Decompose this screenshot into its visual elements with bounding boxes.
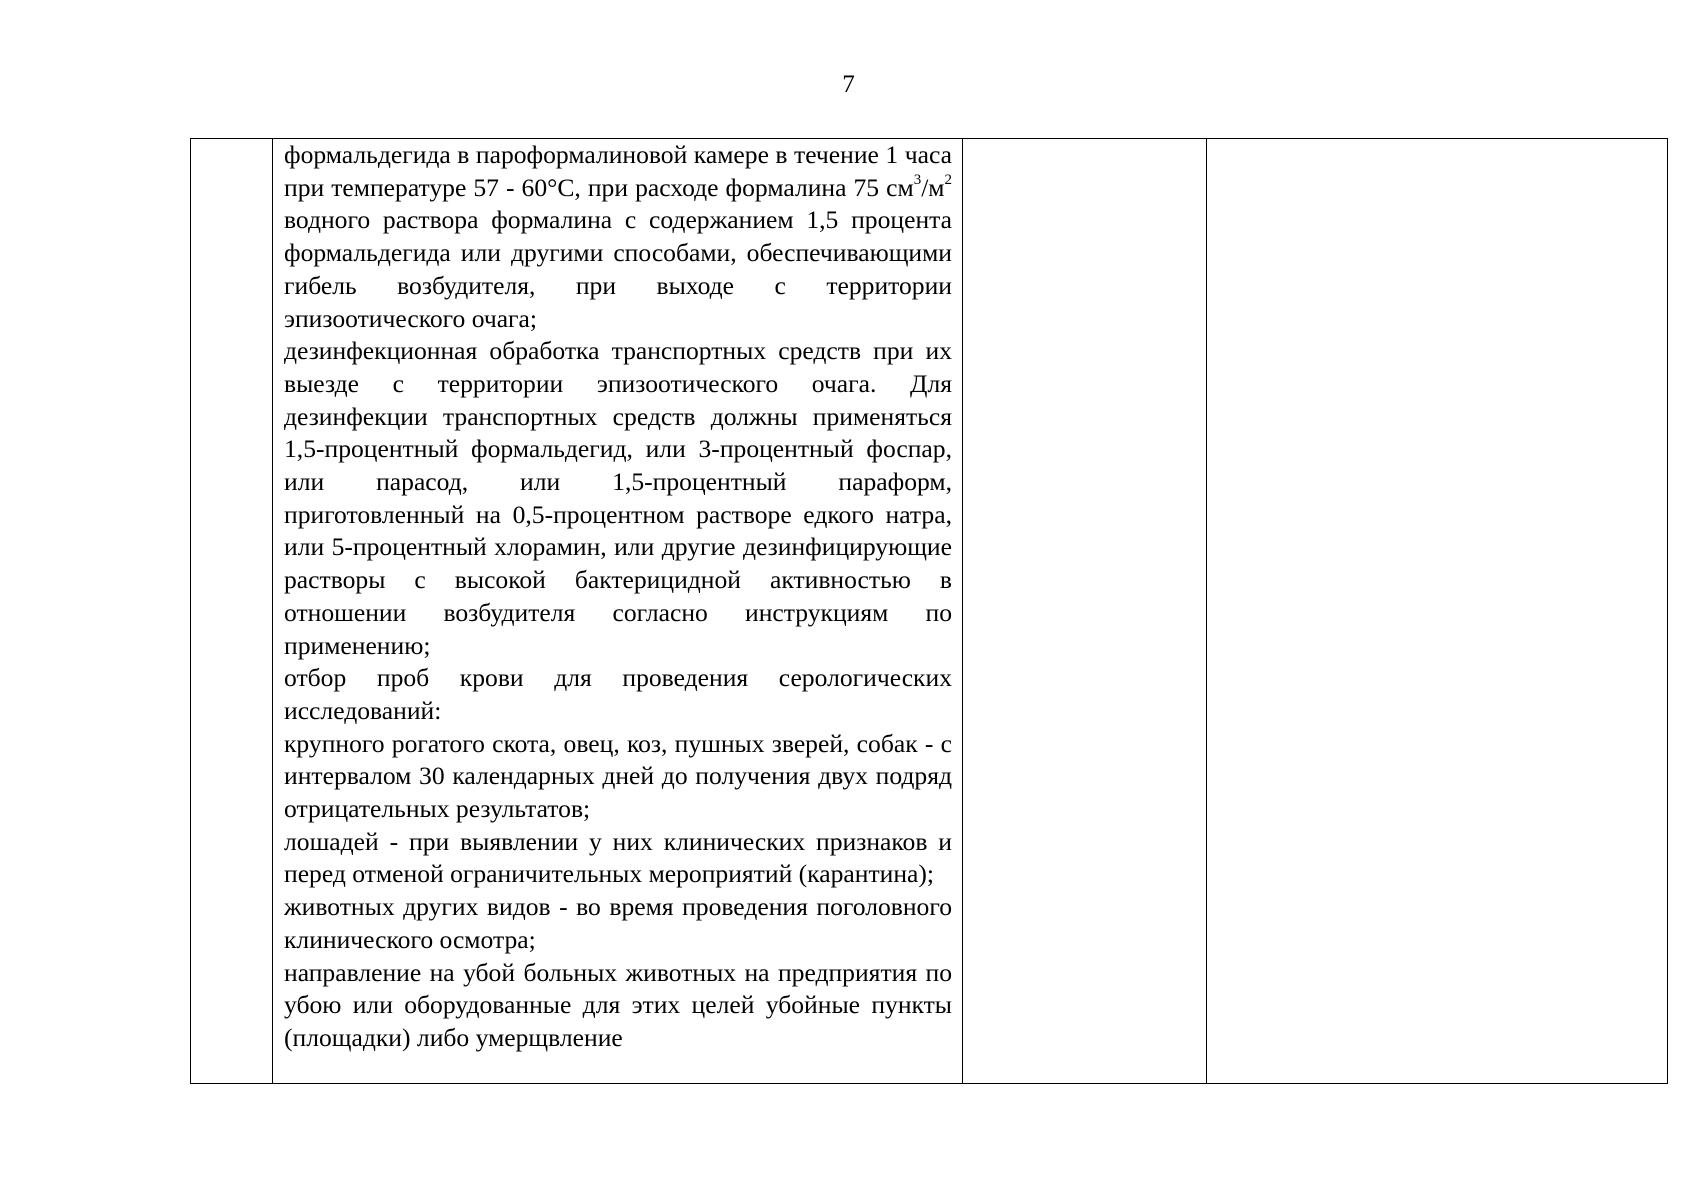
paragraph-part: /м [921, 172, 945, 202]
paragraph-blood-sampling: отбор проб крови для проведения серологических исследований: [284, 663, 952, 725]
table-cell-deadline [963, 139, 1207, 1084]
measures-table [190, 138, 1668, 1084]
paragraph-part: формальдегида в пароформалиновой камере в течение 1 часа при температуре 57 - 60°С, при расходе формалина 75 см [284, 140, 952, 202]
paragraph-cattle: крупного рогатого скота, овец, коз, пушных зверей, собак - с интервалом 30 календарных дней до получения двух подряд отрицательных результатов; [284, 728, 952, 824]
measures-text [273, 139, 962, 1055]
paragraph-part: водного раствора формалина с содержанием 1,5 процента формальдегида или другими способами, обеспечивающими гибель возбудителя, при выходе с территории эпизоотического очага; [284, 205, 952, 333]
table-row [191, 139, 1668, 1084]
paragraph-formaldehyde-chamber [284, 139, 952, 335]
table-cell-responsible [1207, 139, 1668, 1084]
superscript: 2 [944, 172, 952, 189]
paragraph-vehicle-disinfection: дезинфекционная обработка транспортных средств при их выезде с территории эпизоотического очага. Для дезинфекции транспортных средств должны применяться 1,5-процентный формальдегид, или 3-процентный фоспар, или парасод, или 1,5-процентный параформ, приготовленный на 0,5-процентном растворе едкого натра, или 5-процентный хлорамин, или другие дезинфицирующие растворы с высокой бактерицидной активностью в отношении возбудителя согласно инструкциям по применению; [284, 336, 952, 660]
table-cell-measures [273, 139, 963, 1084]
table-cell-number [191, 139, 273, 1084]
page-number: 7 [842, 71, 855, 98]
paragraph-slaughter: направление на убой больных животных на предприятия по убою или оборудованные для этих целей убойные пункты (площадки) либо умерщвление [284, 957, 952, 1052]
paragraph-horses: лошадей - при выявлении у них клинических признаков и перед отменой ограничительных мероприятий (карантина); [284, 826, 952, 889]
superscript: 3 [913, 172, 922, 189]
paragraph-other-animals: животных других видов - во время проведения поголовного клинического осмотра; [284, 892, 952, 954]
